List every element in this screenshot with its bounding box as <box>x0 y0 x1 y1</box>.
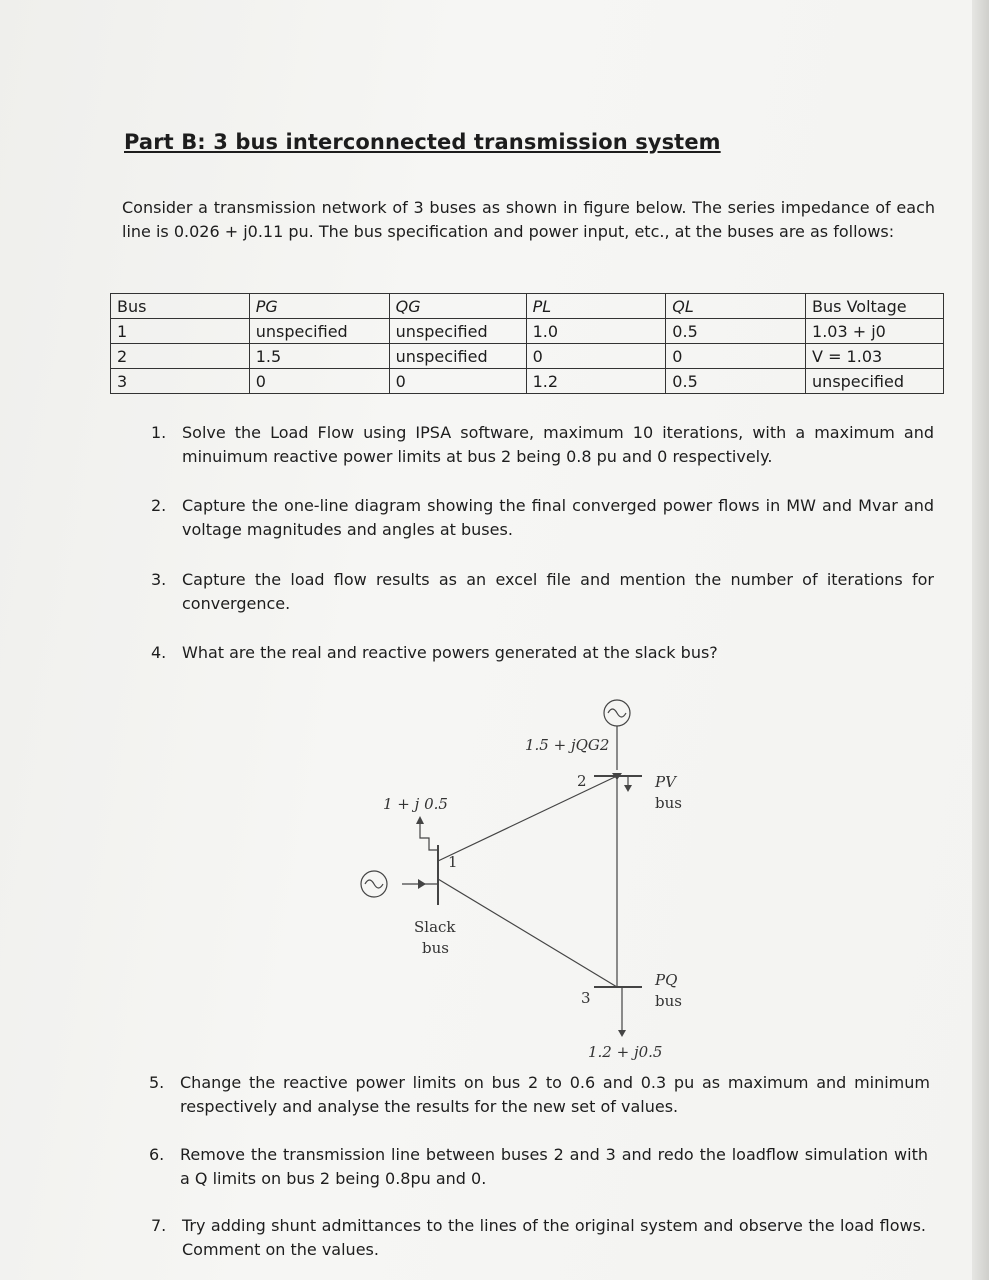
table-cell: unspecified <box>806 369 944 394</box>
question-4 <box>151 641 934 665</box>
bus-spec-table <box>110 293 944 394</box>
table-cell: V = 1.03 <box>806 344 944 369</box>
question-1 <box>151 421 934 469</box>
line-1-2 <box>438 776 617 861</box>
slack-bus-label-2: bus <box>422 939 449 957</box>
table-row <box>111 319 944 344</box>
question-text: Try adding shunt admittances to the lines of the original system and observe the load flows. Comment on the values. <box>182 1216 926 1259</box>
slack-load-line <box>420 822 438 850</box>
question-text: Capture the load flow results as an excel file and mention the number of iterations for convergence. <box>182 570 934 613</box>
pq-bus-label-2: bus <box>655 992 682 1010</box>
header-cell: Bus Voltage <box>806 294 944 319</box>
header-cell: PG <box>249 294 389 319</box>
table-cell: unspecified <box>249 319 389 344</box>
table-cell: unspecified <box>389 344 526 369</box>
one-line-diagram <box>350 690 682 1065</box>
page-edge <box>972 0 989 1280</box>
table-cell: 1 <box>111 319 250 344</box>
arrow-icon <box>416 816 424 824</box>
question-number: 7. <box>151 1216 167 1235</box>
table-cell: 3 <box>111 369 250 394</box>
slack-load-label: 1 + j 0.5 <box>383 795 448 813</box>
question-number: 2. <box>151 496 167 515</box>
table-cell: 0 <box>666 344 806 369</box>
table-cell: 0 <box>526 344 666 369</box>
sine-wave-icon <box>608 709 626 717</box>
question-number: 4. <box>151 643 167 662</box>
intro-paragraph: Consider a transmission network of 3 buses as shown in figure below. The series impedance of each line is 0.026 + j0.11 pu. The bus specification and power input, etc., at the buses are as follows: <box>122 198 935 241</box>
table-cell: 0 <box>249 369 389 394</box>
question-3 <box>151 568 934 616</box>
pv-bus-label: PV <box>655 773 676 791</box>
sine-wave-icon <box>365 880 383 888</box>
question-2 <box>151 494 934 542</box>
bus-1-number: 1 <box>448 853 458 871</box>
header-cell: QL <box>666 294 806 319</box>
question-text: Change the reactive power limits on bus 2 to 0.6 and 0.3 pu as maximum and minimum respectively and analyse the results for the new set of values. <box>180 1073 930 1116</box>
table-cell: 1.03 + j0 <box>806 319 944 344</box>
table-cell: 0.5 <box>666 369 806 394</box>
question-number: 6. <box>149 1145 165 1164</box>
table-cell: 2 <box>111 344 250 369</box>
header-cell: QG <box>389 294 526 319</box>
question-number: 1. <box>151 423 167 442</box>
table-header-row <box>111 294 944 319</box>
pq-load-label: 1.2 + j0.5 <box>588 1043 663 1061</box>
question-7 <box>151 1214 926 1262</box>
question-text: Capture the one-line diagram showing the final converged power flows in MW and Mvar and voltage magnitudes and angles at buses. <box>182 496 934 539</box>
question-number: 3. <box>151 570 167 589</box>
question-number: 5. <box>149 1073 165 1092</box>
table-cell: unspecified <box>389 319 526 344</box>
pv-bus-label-2: bus <box>655 794 682 812</box>
question-text: What are the real and reactive powers generated at the slack bus? <box>182 643 718 662</box>
line-1-3 <box>438 879 617 987</box>
pv-generation-label: 1.5 + jQG2 <box>525 736 610 754</box>
table-cell: 1.5 <box>249 344 389 369</box>
question-text: Remove the transmission line between buses 2 and 3 and redo the loadflow simulation with a Q limits on bus 2 being 0.8pu and 0. <box>180 1145 928 1188</box>
arrow-icon <box>624 785 632 792</box>
table-row <box>111 344 944 369</box>
table-cell: 1.0 <box>526 319 666 344</box>
table-cell: 0 <box>389 369 526 394</box>
header-cell: PL <box>526 294 666 319</box>
section-heading: Part B: 3 bus interconnected transmission system <box>124 130 721 154</box>
arrow-icon <box>618 1030 626 1037</box>
table-cell: 0.5 <box>666 319 806 344</box>
arrow-icon <box>418 879 426 889</box>
pq-bus-label: PQ <box>655 971 678 989</box>
table-cell: 1.2 <box>526 369 666 394</box>
question-6 <box>149 1143 928 1191</box>
question-5 <box>149 1071 930 1119</box>
header-cell: Bus <box>111 294 250 319</box>
bus-3-number: 3 <box>581 989 591 1007</box>
question-text: Solve the Load Flow using IPSA software, maximum 10 iterations, with a maximum and minuimum reactive power limits at bus 2 being 0.8 pu and 0 respectively. <box>182 423 934 466</box>
bus-2-number: 2 <box>577 772 587 790</box>
slack-bus-label: Slack <box>414 918 456 936</box>
table-row <box>111 369 944 394</box>
